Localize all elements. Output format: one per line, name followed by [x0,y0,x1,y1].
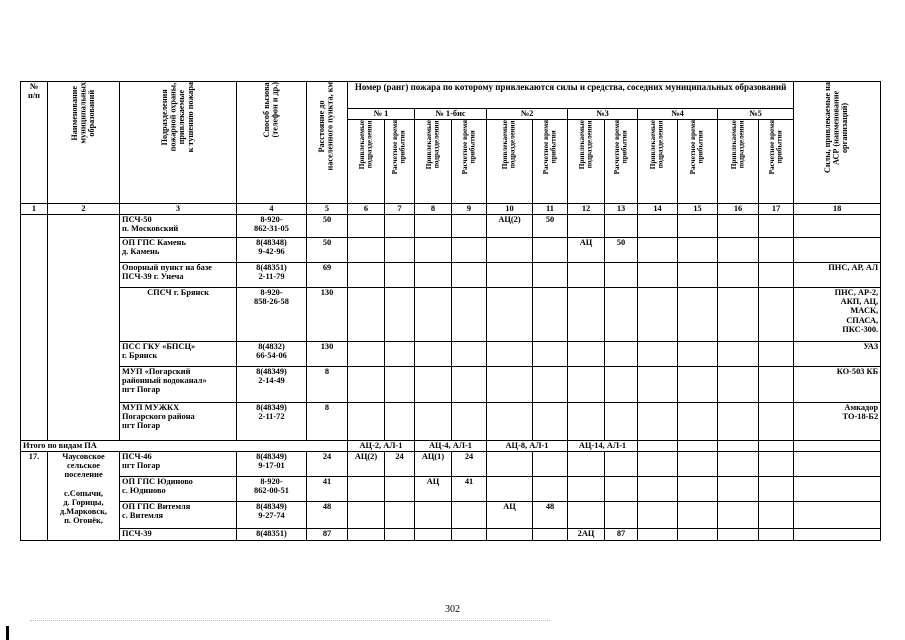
rank2-unit [487,367,533,403]
rank3-time [605,477,638,502]
rank-3: №3 [568,109,638,120]
table-row [21,215,881,238]
rank3-unit [568,452,605,477]
rank3-time [605,215,638,238]
rank1bis-unit: АЦ(1) [415,452,452,477]
rank3-unit [568,502,605,529]
distance: 24 [307,452,348,477]
rank1bis-time [452,502,487,529]
col-number: 8 [415,204,452,215]
col-number: 15 [678,204,718,215]
municipality-empty [48,215,120,441]
rank3-unit [568,367,605,403]
unit-name: ПСЧ-46 пгт Погар [120,452,237,477]
table-row [21,529,881,541]
call-phone: 8(48351) [237,529,307,541]
rank3-unit [568,403,605,441]
header-rank-group: Номер (ранг) пожара по которому привлекаются силы и средства, соседних муниципальных образований [348,82,794,109]
header-asr-forces: Силы, привлекаемые на АСР (наименование организаций) [794,82,881,204]
rank3-unit [568,263,605,288]
asr-forces [794,238,881,263]
rank1-unit [348,477,385,502]
rank2-time [533,263,568,288]
rank2-unit [487,477,533,502]
sub-time-1: Расчетное время прибытия [385,120,415,204]
call-phone: 8(48349) 9-27-74 [237,502,307,529]
call-phone: 8(48351) 2-11-79 [237,263,307,288]
rank-5: №5 [718,109,794,120]
rank2-unit: АЦ [487,502,533,529]
sub-time-4: Расчетное время прибытия [678,120,718,204]
scan-artifact-line [30,620,550,624]
distance: 130 [307,288,348,342]
distance: 50 [307,215,348,238]
col-number: 12 [568,204,605,215]
rank1bis-unit: АЦ [415,477,452,502]
sub-time-2: Расчетное время прибытия [533,120,568,204]
sub-units-5: Привлекаемые подразделения [718,120,759,204]
distance: 87 [307,529,348,541]
fire-resources-table [20,81,881,541]
asr-forces: ПНС, АР, АЛ [794,263,881,288]
rank2-unit [487,403,533,441]
rank3-unit: 2АЦ [568,529,605,541]
rank-2: №2 [487,109,568,120]
row-num-empty [21,215,48,441]
totals-rank3: АЦ-14, АЛ-1 [568,441,638,452]
totals-rank1: АЦ-2, АЛ-1 [348,441,415,452]
header-municipality: Наименование муниципальных образований [48,82,120,204]
header-distance: Расстояние до населенного пункта, км [307,82,348,204]
rank1bis-unit [415,502,452,529]
rank2-time [533,342,568,367]
distance: 8 [307,367,348,403]
rank3-unit: АЦ [568,238,605,263]
distance: 130 [307,342,348,367]
rank1-time [385,529,415,541]
rank1-unit [348,529,385,541]
totals-row [21,441,881,452]
col-number: 16 [718,204,759,215]
call-phone: 8-920- 862-00-51 [237,477,307,502]
rank1-unit: АЦ(2) [348,452,385,477]
sub-time-1bis: Расчетное время прибытия [452,120,487,204]
rank3-time [605,367,638,403]
distance: 8 [307,403,348,441]
call-phone: 8-920- 862-31-05 [237,215,307,238]
table-row [21,263,881,288]
sub-time-5: Расчетное время прибытия [759,120,794,204]
call-phone: 8(48349) 2-11-72 [237,403,307,441]
col-number: 5 [307,204,348,215]
table-row [21,403,881,441]
distance: 48 [307,502,348,529]
rank2-time [533,288,568,342]
sub-units-3: Привлекаемые подразделения [568,120,605,204]
rank2-time [533,452,568,477]
call-phone: 8(48349) 9-17-01 [237,452,307,477]
rank3-time [605,403,638,441]
unit-name: ОП ГПС Витемля с. Витемля [120,502,237,529]
header-units: Подразделения пожарной охраны, привлекаемые к тушению пожара [120,82,237,204]
rank3-time [605,263,638,288]
asr-forces: ПНС, АР-2, АКП, АЦ, МАСК, СПАСА, ПКС-300. [794,288,881,342]
col-number: 3 [120,204,237,215]
sub-units-1: Привлекаемые подразделения [348,120,385,204]
col-number: 4 [237,204,307,215]
col-number: 11 [533,204,568,215]
unit-name: Опорный пункт на базе ПСЧ-39 г. Унеча [120,263,237,288]
table-row [21,342,881,367]
rank2-time [533,477,568,502]
asr-forces [794,215,881,238]
table-row [21,288,881,342]
rank2-time: 50 [533,215,568,238]
unit-name: ПСЧ-39 [120,529,237,541]
rank-1-bis: № 1-бис [415,109,487,120]
rank1bis-time: 41 [452,477,487,502]
rank1bis-time [452,529,487,541]
asr-forces: Амкадор ТО-18-Б2 [794,403,881,441]
rank2-unit [487,263,533,288]
col-number: 13 [605,204,638,215]
asr-forces: КО-503 КБ [794,367,881,403]
rank3-unit [568,215,605,238]
call-phone: 8(48348) 9-42-96 [237,238,307,263]
rank2-time [533,403,568,441]
rank3-time: 87 [605,529,638,541]
table-row [21,238,881,263]
rank3-time [605,452,638,477]
rank3-unit [568,288,605,342]
header-call-method: Способ вызова (телефон и др.) [237,82,307,204]
rank3-time [605,342,638,367]
rank2-unit [487,342,533,367]
rank2-time [533,238,568,263]
col-number: 17 [759,204,794,215]
rank2-time: 48 [533,502,568,529]
rank1bis-unit [415,529,452,541]
unit-name: ПСЧ-50 п. Московский [120,215,237,238]
call-phone: 8-920- 858-26-58 [237,288,307,342]
scan-artifact-mark [6,626,9,640]
rank3-time [605,288,638,342]
page-number: 302 [445,604,460,615]
unit-name: МУП МУЖКХ Погарского района пгт Погар [120,403,237,441]
table-row [21,367,881,403]
municipality-name: Чаусовское сельское поселение с.Сопычи, д. Горицы, д.Марковск, п. Огонёк, [48,452,120,541]
col-number: 10 [487,204,533,215]
table-row [21,477,881,502]
rank-4: №4 [638,109,718,120]
rank2-unit [487,529,533,541]
unit-name: МУП «Погарский районный водоканал» пгт Погар [120,367,237,403]
rank-1: № 1 [348,109,415,120]
unit-name: ОП ГПС Камень д. Камень [120,238,237,263]
distance: 41 [307,477,348,502]
rank2-unit: АЦ(2) [487,215,533,238]
rank3-unit [568,342,605,367]
col-number: 2 [48,204,120,215]
rank2-time [533,529,568,541]
rank3-time [605,502,638,529]
asr-forces: УАЗ [794,342,881,367]
rank2-time [533,367,568,403]
unit-name: СПСЧ г. Брянск [120,288,237,342]
totals-rank1bis: АЦ-4, АЛ-1 [415,441,487,452]
unit-name: ПСС ГКУ «БПСЦ» г. Брянск [120,342,237,367]
rank2-unit [487,288,533,342]
rank1-time [385,502,415,529]
col-number: 7 [385,204,415,215]
col-number: 18 [794,204,881,215]
unit-name: ОП ГПС Юдиново с. Юдиново [120,477,237,502]
column-number-row [21,204,881,215]
call-phone: 8(4832) 66-54-06 [237,342,307,367]
row-num: 17. [21,452,48,541]
rank2-unit [487,452,533,477]
table-row [21,502,881,529]
totals-label: Итого по видам ПА [21,441,348,452]
sub-units-4: Привлекаемые подразделения [638,120,678,204]
rank1-time [385,477,415,502]
rank2-unit [487,238,533,263]
distance: 50 [307,238,348,263]
rank1-time: 24 [385,452,415,477]
col-number: 1 [21,204,48,215]
rank1-unit [348,502,385,529]
table-row [21,452,881,477]
col-number: 9 [452,204,487,215]
col-number: 6 [348,204,385,215]
rank3-unit [568,477,605,502]
distance: 69 [307,263,348,288]
rank1bis-time: 24 [452,452,487,477]
header-num: № п/п [21,82,48,204]
call-phone: 8(48349) 2-14-49 [237,367,307,403]
sub-time-3: Расчетное время прибытия [605,120,638,204]
sub-units-2: Привлекаемые подразделения [487,120,533,204]
sub-units-1bis: Привлекаемые подразделения [415,120,452,204]
totals-rank2: АЦ-8, АЛ-1 [487,441,568,452]
rank3-time: 50 [605,238,638,263]
col-number: 14 [638,204,678,215]
